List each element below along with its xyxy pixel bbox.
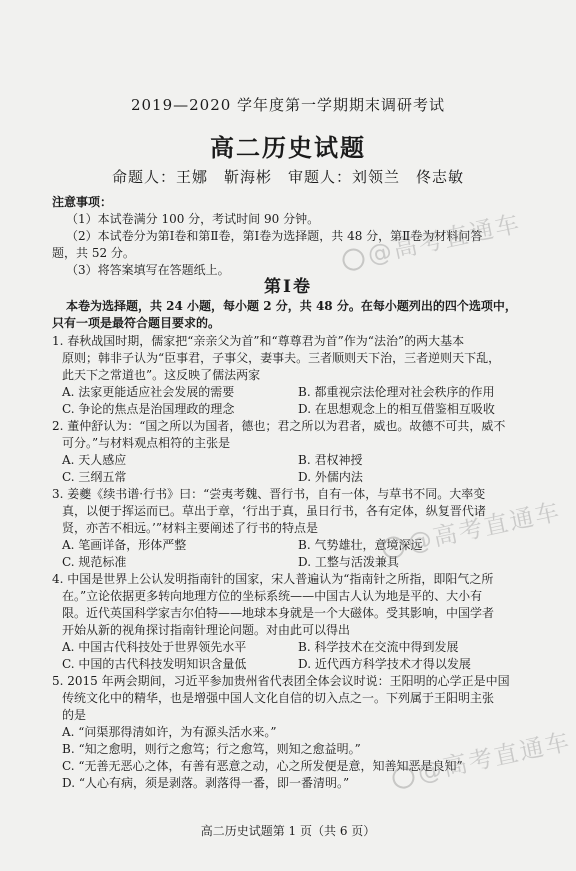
watermark-text: @高考直通车 bbox=[415, 727, 574, 788]
option-c: C. 争论的焦点是治国理政的理念 bbox=[62, 402, 235, 416]
question-text: 5. 2015 年两会期间，习近平参加贵州省代表团全体会议时说：王阳明的心学正是中国 bbox=[52, 674, 510, 688]
option-d: D. 近代西方科学技术才得以发展 bbox=[298, 657, 471, 671]
option-b: B. “知之愈明，则行之愈笃；行之愈笃，则知之愈益明。” bbox=[62, 742, 361, 756]
question-text: 4. 中国是世界上公认发明指南针的国家，宋人普遍认为“指南针之所指，即阳气之所 bbox=[52, 572, 494, 586]
question-text: 开始从新的视角探讨指南针理论问题。对由此可以得出 bbox=[62, 623, 351, 637]
option-c: C. 规范标准 bbox=[62, 555, 127, 569]
options bbox=[52, 384, 552, 418]
instruction-line: 只有一项是最符合题目要求的。 bbox=[52, 316, 221, 330]
option-d: D. 工整与活泼兼具 bbox=[298, 555, 399, 569]
section-title: 第Ⅰ卷 bbox=[264, 277, 312, 297]
question-text: 可分。”与材料观点相符的主张是 bbox=[62, 436, 231, 450]
question-text: 原则；韩非子认为“臣事君，子事父，妻事夫。三者顺则天下治，三者逆则天下乱， bbox=[62, 351, 501, 365]
option-b: B. 君权神授 bbox=[298, 453, 363, 467]
question-list bbox=[52, 333, 552, 792]
option-a: A. 中国古代科技处于世界领先水平 bbox=[62, 640, 247, 654]
option-b: B. 科学技术在交流中得到发展 bbox=[298, 640, 459, 654]
note-line: 题，共 52 分。 bbox=[52, 246, 135, 260]
option-d: D. 在思想观念上的相互借鉴相互吸收 bbox=[298, 402, 495, 416]
option-a: A. 天人感应 bbox=[62, 453, 127, 467]
question-text: 限。近代英国科学家吉尔伯特——地球本身就是一个大磁体。受其影响，中国学者 bbox=[62, 606, 495, 620]
option-b: B. 气势雄壮，意境深远 bbox=[298, 538, 423, 552]
option-c: C. “无善无恶心之体，有善有恶意之动，心之所发便是意，知善知恶是良知” bbox=[62, 759, 463, 773]
note-line: （2）本试卷分为第Ⅰ卷和第Ⅱ卷，第Ⅰ卷为选择题，共 48 分，第Ⅱ卷为材料问答 bbox=[66, 229, 483, 243]
question-text: 真，以便于挥运而已。草出于章，‘行出于真，虽日行书，各有定体，纵复晋代诸 bbox=[62, 504, 486, 518]
watermark-text: @高考直通车 bbox=[365, 209, 524, 270]
notes-title: 注意事项： bbox=[52, 195, 113, 209]
exam-title: 高二历史试题 bbox=[210, 133, 366, 162]
option-d: D. “人心有病，须是剥落。剥落得一番，即一番清明。” bbox=[62, 776, 350, 790]
option-b: B. 都重视宗法伦理对社会秩序的作用 bbox=[298, 385, 495, 399]
question-text: 2. 董仲舒认为：“国之所以为国者，德也；君之所以为君者，威也。故德不可共，威不 bbox=[52, 419, 506, 433]
option-c: C. 三纲五常 bbox=[62, 470, 127, 484]
note-line: （1）本试卷满分 100 分，考试时间 90 分钟。 bbox=[66, 212, 320, 226]
question-item bbox=[52, 418, 552, 486]
page-footer: 高二历史试题第 1 页（共 6 页） bbox=[200, 824, 376, 838]
options bbox=[52, 452, 552, 486]
question-text: 传统文化中的精华，也是增强中国人文化自信的切入点之一。下列属于王阳明主张 bbox=[62, 691, 495, 705]
question-text: 此天下之常道也”。这反映了儒法两家 bbox=[62, 368, 261, 382]
note-line: （3）将答案填写在答题纸上。 bbox=[66, 263, 230, 277]
watermark-logo-icon bbox=[340, 247, 366, 273]
section-instruction bbox=[52, 298, 552, 332]
question-text: 的是 bbox=[62, 708, 87, 722]
option-a: A. “问渠那得清如许，为有源头活水来。” bbox=[62, 725, 277, 739]
options bbox=[52, 639, 552, 673]
option-d: D. 外儒内法 bbox=[298, 470, 363, 484]
instruction-line: 本卷为选择题，共 24 小题，每小题 2 分，共 48 分。在每小题列出的四个选项中， bbox=[66, 299, 517, 313]
option-c: C. 中国的古代科技发明知识含量低 bbox=[62, 657, 247, 671]
watermark-text: @高考直通车 bbox=[405, 497, 564, 558]
option-a: A. 法家更能适应社会发展的需要 bbox=[62, 385, 235, 399]
watermark-logo-icon bbox=[380, 535, 406, 561]
question-text: 贤，亦苦不相远。’”材料主要阐述了行书的特点是 bbox=[62, 521, 318, 535]
question-text: 在。”立论依据更多转向地理方位的坐标系统——中国古人认为地是平的、大小有 bbox=[62, 589, 483, 603]
exam-subtitle: 2019—2020 学年度第一学期期末调研考试 bbox=[130, 96, 446, 114]
exam-authors: 命题人：王娜 靳海彬 审题人：刘领兰 佟志敏 bbox=[111, 168, 464, 186]
question-text: 1. 春秋战国时期，儒家把“亲亲父为首”和“尊尊君为首”作为“法治”的两大基本 bbox=[52, 334, 465, 348]
question-item bbox=[52, 571, 552, 673]
option-a: A. 笔画详备，形体严整 bbox=[62, 538, 187, 552]
watermark-logo-icon bbox=[390, 765, 416, 791]
question-text: 3. 姜夔《续书谱·行书》曰：“尝夷考魏、晋行书，自有一体，与草书不同。大率变 bbox=[52, 487, 486, 501]
question-item bbox=[52, 333, 552, 418]
